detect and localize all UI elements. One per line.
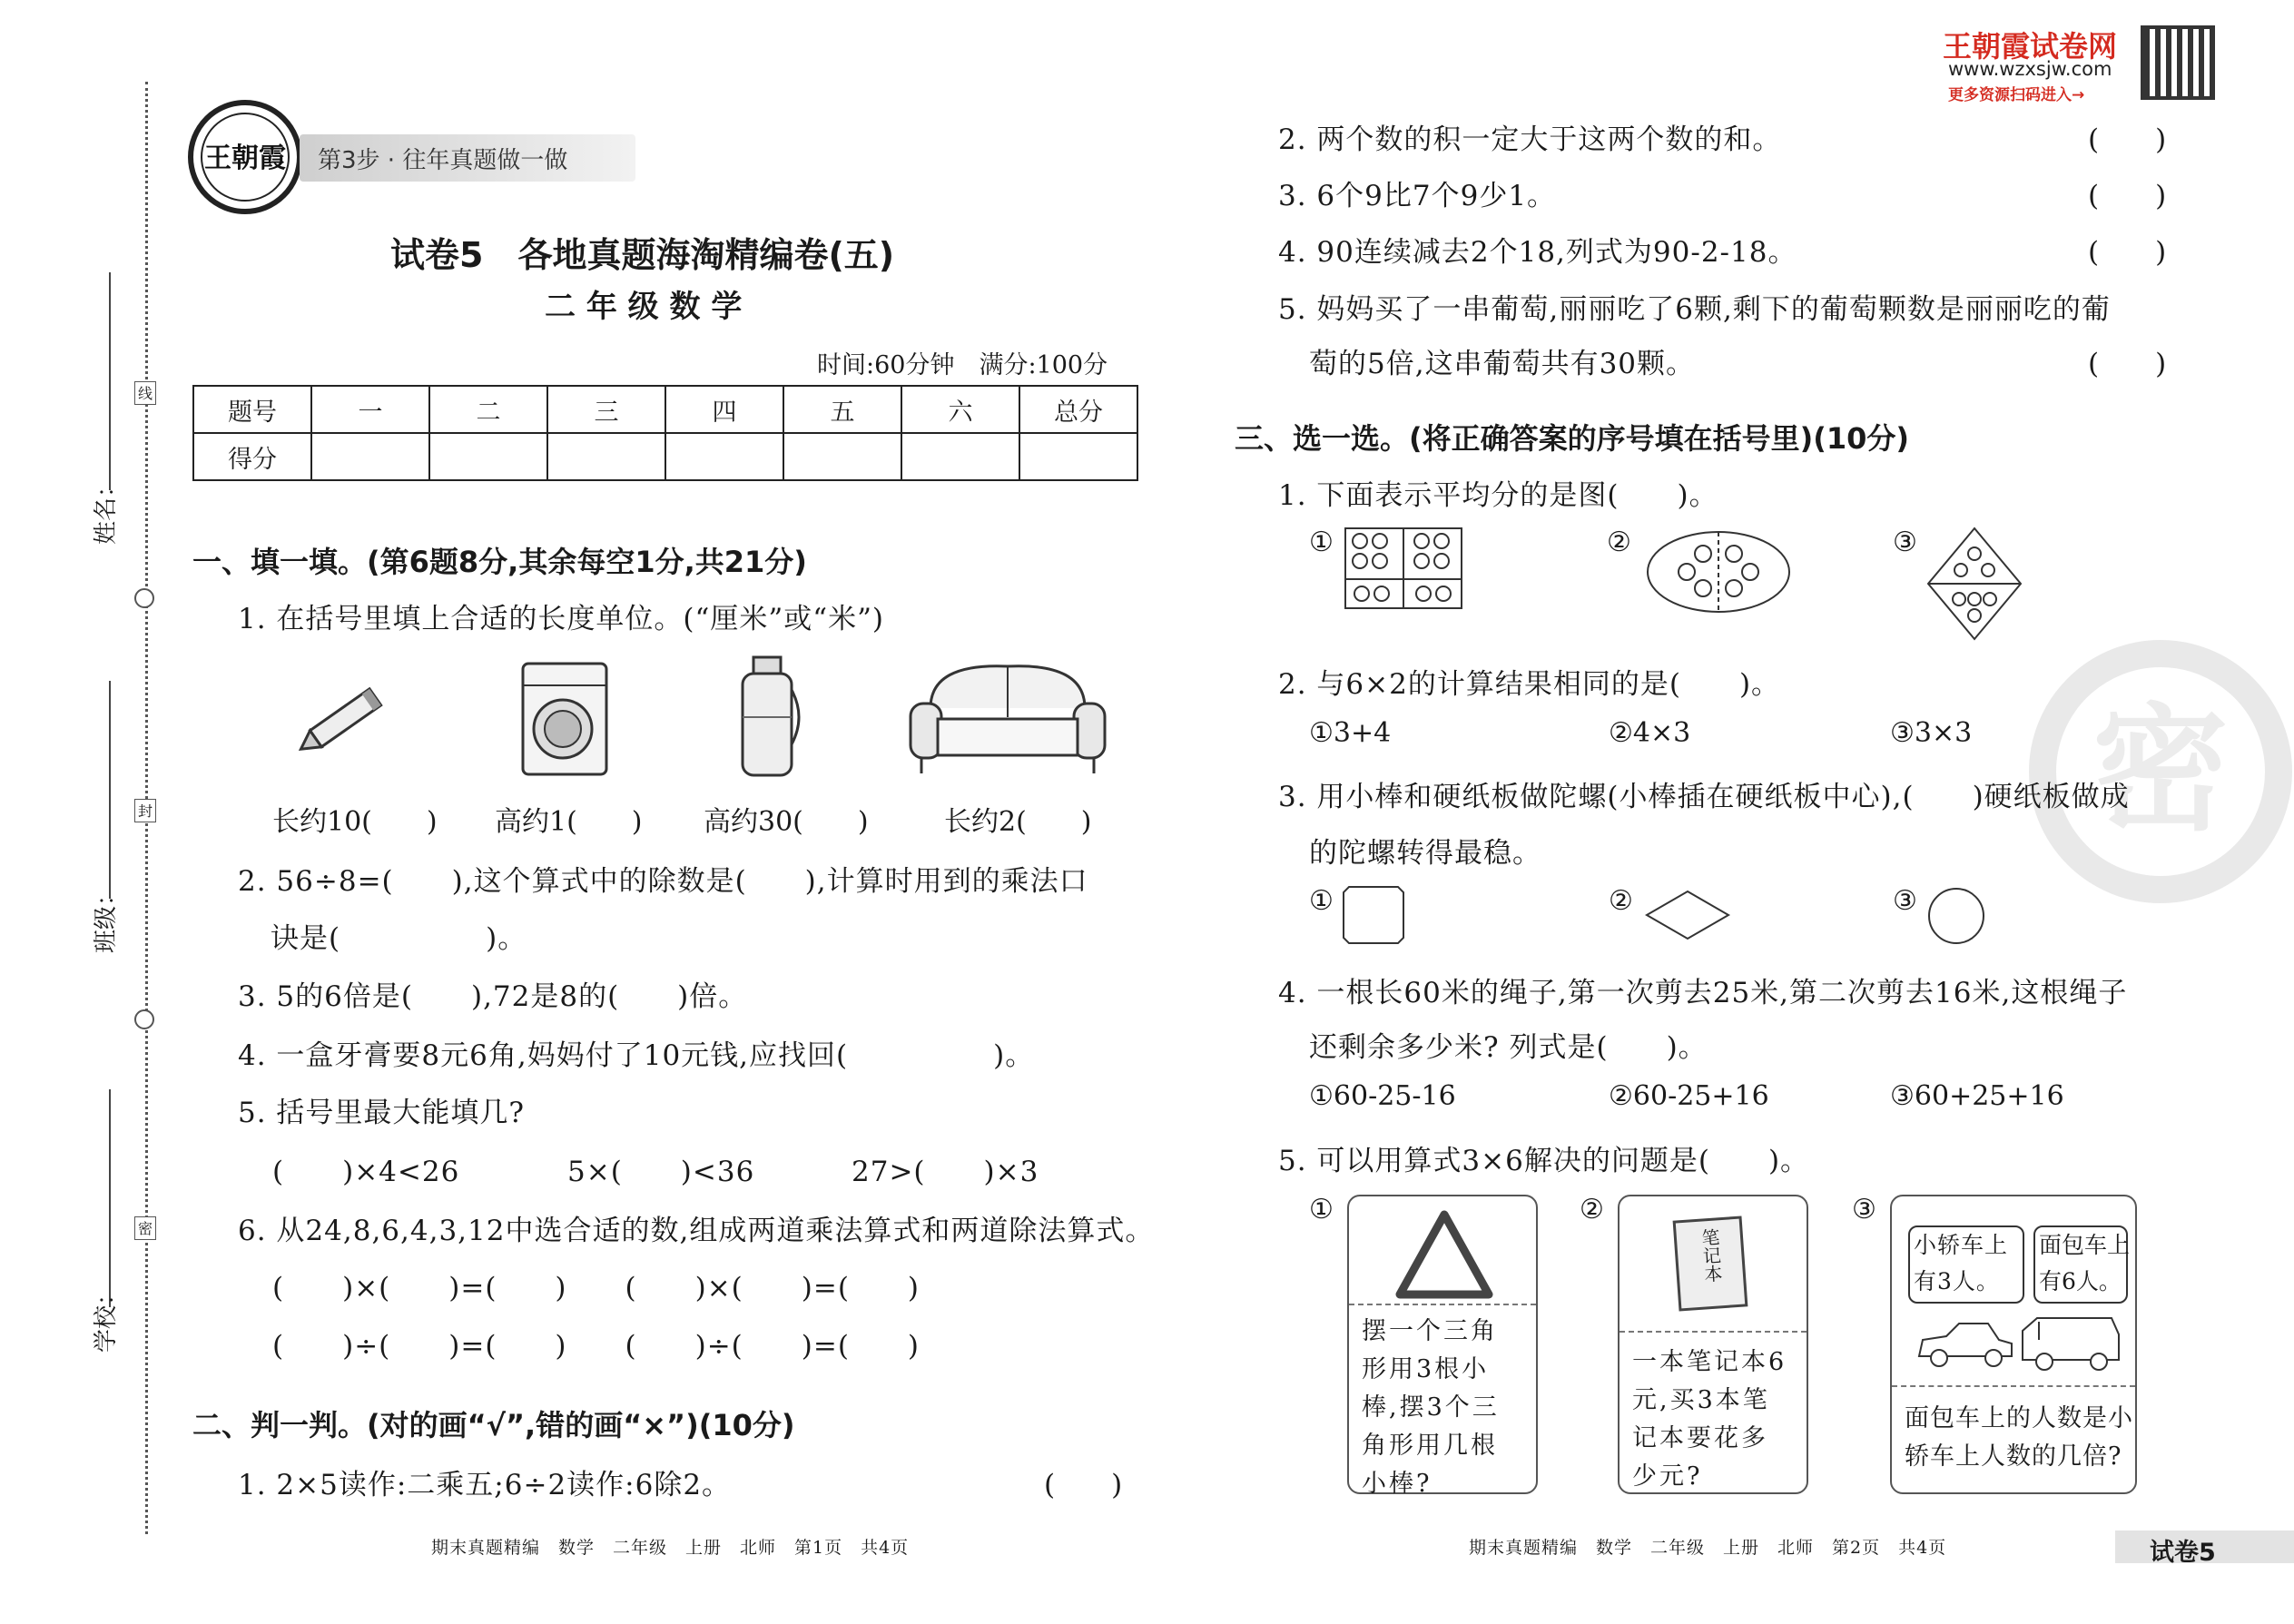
bubble-1-text: 小轿车上 有3人。 xyxy=(1914,1232,2009,1294)
washing-machine-image xyxy=(517,658,613,784)
school-line xyxy=(109,1089,111,1307)
answer-paren[interactable]: ( ) xyxy=(2088,348,2167,380)
score-cell[interactable] xyxy=(1019,433,1137,480)
option-mark: ① xyxy=(1309,885,1334,917)
sec1-q6: 6. 从24,8,6,4,3,12中选合适的数,组成两道乘法算式和两道除法算式。 xyxy=(238,1215,1155,1247)
site-title: 王朝霞试卷网 xyxy=(1943,29,2118,64)
paper-title: 试卷5 各地真题海淘精编卷(五) xyxy=(390,235,895,275)
sec2-q1: 1. 2×5读作:二乘五;6÷2读作:6除2。 xyxy=(238,1469,732,1501)
brand-logo xyxy=(186,98,304,216)
card-3-text: 面包车上的人数是小 轿车上人数的几倍? xyxy=(1905,1404,2133,1471)
score-table-header-row xyxy=(193,386,1137,433)
seal-line-char: 封 xyxy=(134,799,156,822)
sec1-q6-row: ( )÷( )=( ) ( )÷( )=( ) xyxy=(272,1330,921,1363)
answer-paren[interactable]: ( ) xyxy=(2088,123,2167,156)
name-line xyxy=(109,272,111,490)
binding-dot xyxy=(134,1009,154,1029)
paper-subtitle: 二 年 级 数 学 xyxy=(545,289,743,325)
table-cell: 得分 xyxy=(193,433,311,480)
sofa-length-label: 长约2( ) xyxy=(944,806,1092,838)
option-figure-1[interactable] xyxy=(1344,527,1463,614)
watermark-seal xyxy=(2024,635,2294,908)
sec3-q3: 3. 用小棒和硬纸板做陀螺(小棒插在硬纸板中心),( )硬纸板做成 xyxy=(1278,781,2130,813)
sec3-q3-cont: 的陀螺转得最稳。 xyxy=(1309,837,1541,870)
sec3-q4: 4. 一根长60米的绳子,第一次剪去25米,第二次剪去16米,这根绳子 xyxy=(1278,977,2128,1009)
sec1-q4: 4. 一盒牙膏要8元6角,妈妈付了10元钱,应找回( )。 xyxy=(238,1039,1035,1072)
card-2-text: 一本笔记本6 元,买3本笔 记本要花多 少元? xyxy=(1632,1348,1787,1491)
table-cell: 四 xyxy=(665,386,783,433)
site-url: www.wzxsjw.com xyxy=(1948,58,2112,80)
binding-dot xyxy=(134,588,154,608)
option-text[interactable]: ①3+4 xyxy=(1309,717,1392,749)
sec1-q3: 3. 5的6倍是( ),72是8的( )倍。 xyxy=(238,980,748,1013)
washer-height-label: 高约1( ) xyxy=(495,806,643,838)
footer-right: 期末真题精编 数学 二年级 上册 北师 第2页 共4页 xyxy=(1469,1538,1947,1558)
score-cell[interactable] xyxy=(547,433,665,480)
table-cell: 总分 xyxy=(1019,386,1137,433)
option-text[interactable]: ②60-25+16 xyxy=(1609,1080,1769,1112)
crayon-length-label: 长约10( ) xyxy=(272,806,438,838)
score-cell[interactable] xyxy=(783,433,901,480)
option-card-3[interactable] xyxy=(1890,1195,2137,1494)
sec2-q3: 3. 6个9比7个9少1。 xyxy=(1278,180,1557,212)
score-cell[interactable] xyxy=(665,433,783,480)
notebook-image xyxy=(1673,1216,1748,1311)
option-figure-3[interactable] xyxy=(1926,527,2023,645)
svg-text:王朝霞: 王朝霞 xyxy=(204,143,286,174)
school-label: 学校： xyxy=(93,1281,120,1353)
option-text[interactable]: ②4×3 xyxy=(1609,717,1691,749)
sec1-q5-item: 5×( )<36 xyxy=(567,1156,755,1188)
crayon-image xyxy=(290,672,399,766)
sec3-q5: 5. 可以用算式3×6解决的问题是( )。 xyxy=(1278,1145,1810,1177)
time-score: 时间:60分钟 满分:100分 xyxy=(817,351,1108,379)
sec1-q5-item: 27>( )×3 xyxy=(852,1156,1039,1188)
option-mark: ② xyxy=(1609,885,1633,917)
card-divider xyxy=(1892,1385,2135,1387)
score-table xyxy=(192,385,1138,481)
svg-text:密: 密 xyxy=(2092,692,2230,850)
section-3-title: 三、选一选。(将正确答案的序号填在括号里)(10分) xyxy=(1235,421,1910,456)
sofa-image xyxy=(903,654,1112,780)
option-figure-2[interactable] xyxy=(1645,528,1792,619)
sec1-q5: 5. 括号里最大能填几? xyxy=(238,1097,526,1129)
seal-line-char: 密 xyxy=(134,1216,156,1240)
card-1-text: 摆一个三角 形用3根小 棒,摆3个三 角形用几根 小棒? xyxy=(1362,1317,1500,1498)
option-text[interactable]: ③60+25+16 xyxy=(1890,1080,2064,1112)
thermos-height-label: 高约30( ) xyxy=(704,806,869,838)
sec1-q2: 2. 56÷8=( ),这个算式中的除数是( ),计算时用到的乘法口 xyxy=(238,865,1088,898)
answer-paren[interactable]: ( ) xyxy=(2088,180,2167,212)
card-divider xyxy=(1620,1331,1807,1333)
option-mark: ③ xyxy=(1852,1194,1876,1225)
circle-card-option[interactable] xyxy=(1926,886,1986,950)
score-table-row xyxy=(193,433,1137,480)
table-cell: 六 xyxy=(901,386,1019,433)
option-mark: ② xyxy=(1580,1194,1604,1225)
table-cell: 题号 xyxy=(193,386,311,433)
site-more: 更多资源扫码进入→ xyxy=(1948,86,2085,104)
cars-image xyxy=(1910,1309,2128,1378)
binding-margin xyxy=(0,0,154,1624)
sec1-q6-row: ( )×( )=( ) ( )×( )=( ) xyxy=(272,1272,921,1304)
sec2-q5: 5. 妈妈买了一串葡萄,丽丽吃了6颗,剩下的葡萄颗数是丽丽吃的葡 xyxy=(1278,293,2111,326)
table-cell: 二 xyxy=(429,386,547,433)
class-line xyxy=(109,681,111,899)
class-label: 班级： xyxy=(93,881,120,953)
option-text[interactable]: ①60-25-16 xyxy=(1309,1080,1456,1112)
sec2-q5-cont: 萄的5倍,这串葡萄共有30颗。 xyxy=(1309,348,1696,380)
name-label: 姓名： xyxy=(93,473,120,545)
option-mark: ③ xyxy=(1893,527,1917,558)
sec3-q2: 2. 与6×2的计算结果相同的是( )。 xyxy=(1278,668,1781,701)
sec1-q1: 1. 在括号里填上合适的长度单位。(“厘米”或“米”) xyxy=(238,603,885,635)
triangle-sticks-image xyxy=(1394,1209,1494,1304)
table-cell: 五 xyxy=(783,386,901,433)
option-mark: ① xyxy=(1309,1194,1334,1225)
option-mark: ① xyxy=(1309,527,1334,558)
sec1-q5-item: ( )×4<26 xyxy=(272,1156,460,1188)
seal-line-char: 线 xyxy=(134,381,156,405)
sec3-q4-cont: 还剩余多少米? 列式是( )。 xyxy=(1309,1031,1708,1064)
score-cell[interactable] xyxy=(429,433,547,480)
bubble-2-text: 面包车上 有6人。 xyxy=(2039,1232,2131,1294)
option-card-2[interactable] xyxy=(1618,1195,1808,1494)
rhombus-card-option[interactable] xyxy=(1645,890,1730,944)
score-cell[interactable] xyxy=(901,433,1019,480)
section-1-title: 一、填一填。(第6题8分,其余每空1分,共21分) xyxy=(192,545,807,579)
score-cell[interactable] xyxy=(311,433,429,480)
section-2-title: 二、判一判。(对的画“√”,错的画“×”)(10分) xyxy=(192,1408,795,1442)
option-mark: ② xyxy=(1607,527,1631,558)
paper-tag: 试卷5 xyxy=(2150,1539,2216,1567)
thermos-image xyxy=(726,654,808,784)
banner-text: 第3步 · 往年真题做一做 xyxy=(318,147,568,174)
card-divider xyxy=(1349,1304,1536,1305)
sec2-q4: 4. 90连续减去2个18,列式为90-2-18。 xyxy=(1278,236,1797,269)
sec3-q1: 1. 下面表示平均分的是图( )。 xyxy=(1278,479,1718,512)
option-text[interactable]: ③3×3 xyxy=(1890,717,1973,749)
qr-code-icon xyxy=(2141,25,2215,100)
footer-left: 期末真题精编 数学 二年级 上册 北师 第1页 共4页 xyxy=(431,1538,910,1558)
option-mark: ③ xyxy=(1893,885,1917,917)
sec2-q2: 2. 两个数的积一定大于这两个数的和。 xyxy=(1278,123,1782,156)
answer-paren[interactable]: ( ) xyxy=(2088,236,2167,269)
answer-paren[interactable]: ( ) xyxy=(1044,1469,1123,1501)
table-cell: 一 xyxy=(311,386,429,433)
table-cell: 三 xyxy=(547,386,665,433)
sec1-q2-cont: 诀是( )。 xyxy=(271,922,527,955)
option-card-1[interactable] xyxy=(1347,1195,1538,1498)
octagon-card-option[interactable] xyxy=(1342,885,1405,949)
notebook-label: 笔记本 xyxy=(1698,1227,1724,1284)
